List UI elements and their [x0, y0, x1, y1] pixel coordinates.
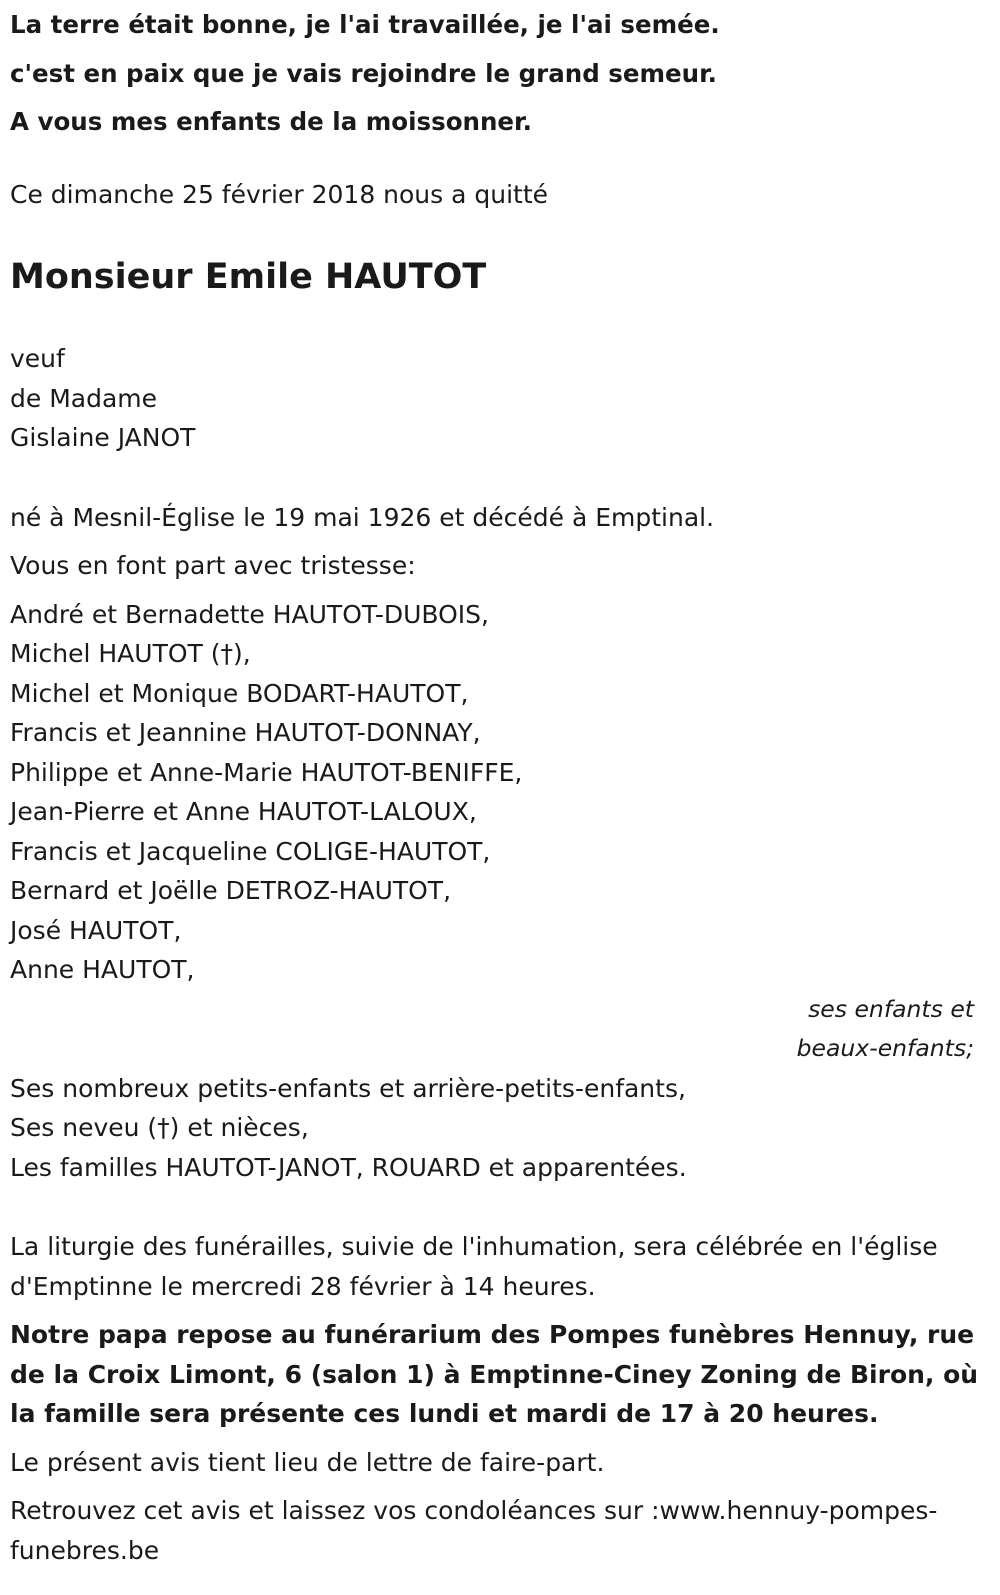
other-family-list [10, 1069, 990, 1188]
list-item: Anne HAUTOT, [10, 955, 195, 984]
spouse-line: veuf [10, 344, 65, 373]
list-item: Philippe et Anne-Marie HAUTOT-BENIFFE, [10, 757, 523, 787]
list-item: Jean-Pierre et Anne HAUTOT-LALOUX, [10, 797, 477, 826]
epigraph-line: c'est en paix que je vais rejoindre le grand semeur. [10, 58, 717, 88]
epigraph-line: A vous mes enfants de la moissonner. [10, 107, 532, 136]
announce-line: Vous en font part avec tristesse: [10, 551, 416, 580]
deceased-name: Monsieur Emile HAUTOT [10, 257, 487, 297]
spouse-line: Gislaine JANOT [10, 423, 196, 452]
children-label-line: ses enfants et [808, 994, 974, 1023]
list-item: André et Bernadette HAUTOT-DUBOIS, [10, 599, 489, 629]
spouse-line: de Madame [10, 383, 158, 413]
list-item: Francis et Jacqueline COLIGE-HAUTOT, [10, 836, 491, 866]
list-item: Ses nombreux petits-enfants et arrière-petits-enfants, [10, 1073, 686, 1103]
condolences-line: Retrouvez cet avis et laissez vos condoléances sur :www.hennuy-pompes-funebres.be [10, 1496, 938, 1565]
list-item: José HAUTOT, [10, 915, 182, 945]
notice-line: Le présent avis tient lieu de lettre de faire-part. [10, 1447, 605, 1477]
children-list [10, 595, 990, 990]
epigraph [10, 1, 990, 147]
list-item: Francis et Jeannine HAUTOT-DONNAY, [10, 718, 481, 747]
list-item: Michel HAUTOT (†), [10, 639, 251, 668]
list-item: Michel et Monique BODART-HAUTOT, [10, 678, 469, 708]
list-item: Bernard et Joëlle DETROZ-HAUTOT, [10, 876, 452, 905]
funerarium-info: Notre papa repose au funérarium des Pompes funèbres Hennuy, rue de la Croix Limont, 6 (salon 1) à Emptinne-Ciney Zoning de Biron, où la famille sera présente ces lundi et mardi de 17 à 20 heures. [10, 1320, 979, 1428]
spouse-block [10, 339, 990, 458]
children-label-line: beaux-enfants; [796, 1034, 974, 1062]
epigraph-line: La terre était bonne, je l'ai travaillée, je l'ai semée. [10, 10, 720, 39]
liturgy-info: La liturgie des funérailles, suivie de l'inhumation, sera célébrée en l'église d'Emptinne le mercredi 28 février à 14 heures. [10, 1232, 938, 1301]
list-item: Les familles HAUTOT-JANOT, ROUARD et apparentées. [10, 1152, 687, 1182]
list-item: Ses neveu (†) et nièces, [10, 1113, 309, 1142]
birth-death-info: né à Mesnil-Église le 19 mai 1926 et décédé à Emptinal. [10, 502, 715, 532]
children-label [10, 990, 990, 1069]
death-intro: Ce dimanche 25 février 2018 nous a quitté [10, 179, 549, 209]
obituary-page [0, 1, 1000, 1595]
